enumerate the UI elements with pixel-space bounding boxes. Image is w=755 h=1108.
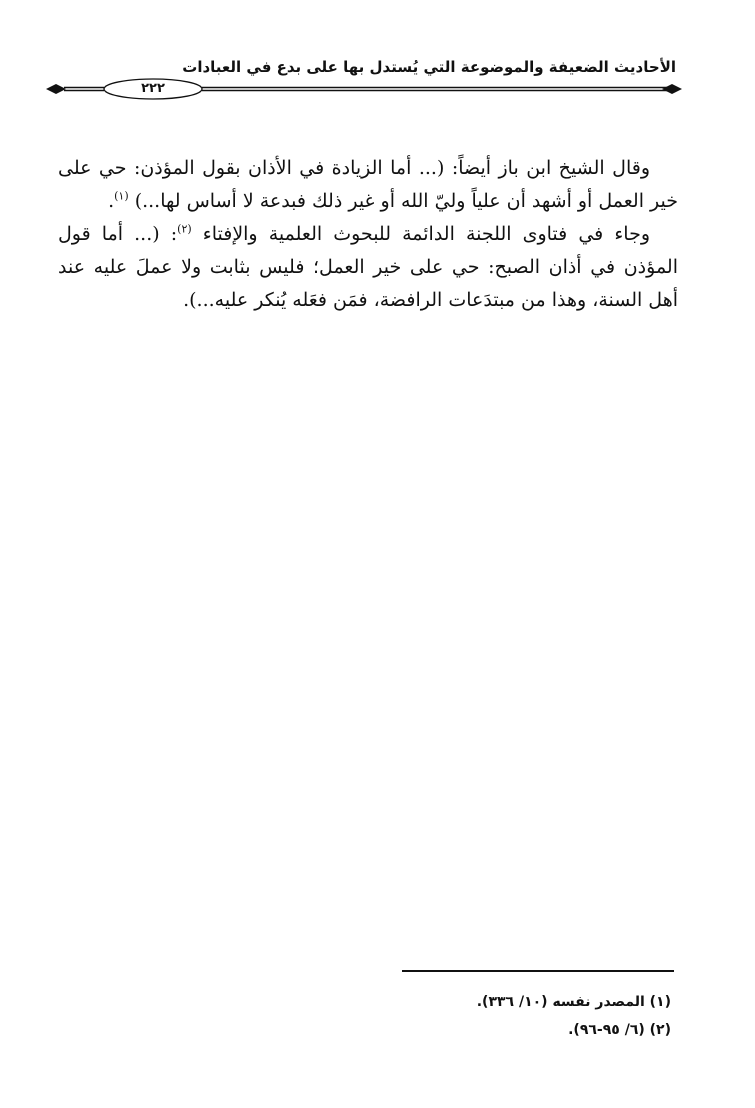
page-header — [44, 52, 684, 102]
page-number: ٢٢٢ — [141, 81, 165, 96]
footnotes — [271, 988, 671, 1044]
footnote-separator — [402, 970, 674, 972]
footnote-1: (١) المصدر نفسه (١٠/ ٣٣٦). — [476, 994, 671, 1010]
paragraph-1-text: وقال الشيخ ابن باز أيضاً: (... أما الزيادة في الأذان بقول المؤذن: حي على خير العمل أو أشهد أن علياً وليّ الله أو غير ذلك فبدعة لا أساس لها...) — [58, 157, 678, 212]
paragraph-2-text-b: : (... أما قول المؤذن في أذان الصبح: حي على خير العمل؛ فليس بثابت ولا عملَ عليه عند أهل السنة، وهذا من مبتدَعات الرافضة، فمَن فعَله يُنكر عليه...). — [58, 223, 678, 311]
footnote-ref-1: (١) — [114, 189, 129, 203]
paragraph-lajna — [58, 218, 678, 317]
header-title: الأحاديث الضعيفة والموضوعة التي يُستدل بها على بدع في العبادات — [182, 58, 676, 76]
paragraph-ibn-baz — [58, 152, 678, 218]
footnote-2: (٢) (٦/ ٩٥-٩٦). — [568, 1022, 671, 1038]
paragraph-2-text-a: وجاء في فتاوى اللجنة الدائمة للبحوث العلمية والإفتاء — [202, 223, 650, 245]
main-text — [58, 152, 678, 317]
paragraph-1-end: . — [108, 190, 115, 212]
footnote-ref-2: (٢) — [177, 222, 192, 236]
